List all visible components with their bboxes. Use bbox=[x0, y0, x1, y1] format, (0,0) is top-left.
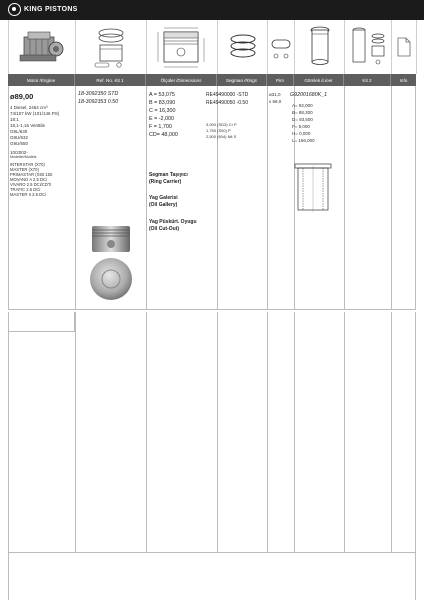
footer-area bbox=[8, 552, 416, 600]
header-engine: Motor /Engine bbox=[8, 74, 75, 86]
piston-dimension-icon bbox=[147, 20, 218, 74]
engine-date: 10/2002- bbox=[10, 150, 28, 155]
oil-cutout-label: (Oil Cut-Out) bbox=[149, 226, 179, 232]
dimension-value: C = 16,300 bbox=[149, 108, 176, 114]
oil-cutout-label: Yag Püskürt. Oyugu bbox=[149, 219, 197, 225]
ring-spec: 3,000 (SD3) Cr P bbox=[206, 122, 237, 127]
column-divider bbox=[344, 312, 345, 552]
engine-model: TRAFIC 2.5 DCi bbox=[10, 187, 41, 192]
header-liner: Gömlek /Liner bbox=[294, 74, 344, 86]
engine-model: MOVANO A 2.5 DCi bbox=[10, 177, 47, 182]
dimension-value: E = -2,000 bbox=[149, 116, 175, 122]
liner-ref[interactable]: G92001680K_1 bbox=[290, 92, 328, 98]
piston-kit-icon bbox=[76, 20, 147, 74]
dimension-value: A = 53,075 bbox=[149, 92, 175, 98]
column-divider bbox=[217, 312, 218, 552]
liner-spec: D= 93,500 bbox=[292, 117, 313, 122]
ring-carrier-label: (Ring Carrier) bbox=[149, 179, 182, 185]
rings-ref[interactable]: RE49490000 -STD bbox=[206, 92, 249, 98]
kit1-ref[interactable]: 18-3092350 STD bbox=[78, 91, 119, 97]
header-info: Info bbox=[399, 77, 408, 83]
header-kit2: Kit 2 bbox=[344, 74, 391, 86]
oil-gallery-label: (Oil Gallery) bbox=[149, 202, 178, 208]
brand-bar bbox=[0, 0, 424, 20]
engine-model: MASTER II 2.5 DCi bbox=[10, 192, 47, 197]
engine-model: PRIMASTAR (X83 150 bbox=[10, 172, 53, 177]
column-divider bbox=[391, 312, 392, 552]
column-header-row bbox=[8, 74, 416, 86]
column-divider bbox=[146, 312, 147, 552]
engine-model: VIVARO 2.5 DCi/CDTi bbox=[10, 182, 52, 187]
liner-icon bbox=[295, 20, 345, 74]
product-row bbox=[8, 86, 416, 310]
dimension-value: F = 1,700 bbox=[149, 124, 172, 130]
column-divider bbox=[344, 86, 345, 310]
column-divider bbox=[267, 86, 268, 310]
header-rings: Segman /Rings bbox=[217, 74, 267, 86]
column-divider bbox=[75, 312, 76, 552]
column-divider bbox=[75, 86, 76, 310]
ring-spec: 2,500 (604) Nit S bbox=[206, 134, 237, 139]
ring-spec: 1,750 (S00) P bbox=[206, 128, 231, 133]
crown-icon bbox=[8, 3, 21, 16]
engine-model: MASTER (X70) bbox=[10, 167, 39, 172]
engine-spec: G9U/632 bbox=[10, 135, 29, 140]
engine-bore: ø89,00 bbox=[10, 92, 34, 101]
oil-gallery-label: Yag Galerisi bbox=[149, 195, 178, 201]
piston-photo bbox=[86, 222, 136, 307]
liner-drawing bbox=[294, 163, 332, 218]
engine-model: INTERSTAR (X70) bbox=[10, 162, 45, 167]
liner-spec: H= 0,000 bbox=[292, 131, 311, 136]
engine-spec: 74/107 kW (101/146 PS) bbox=[10, 111, 60, 116]
liner-spec: L= 166,000 bbox=[292, 138, 315, 143]
engine-icon bbox=[9, 20, 76, 74]
liner-spec: B= 88,300 bbox=[292, 110, 313, 115]
dimension-value: CD= 48,000 bbox=[149, 132, 178, 138]
picture-row bbox=[8, 20, 416, 74]
column-divider bbox=[217, 86, 218, 310]
engine-spec: 18:1 bbox=[10, 117, 19, 122]
column-divider bbox=[391, 86, 392, 310]
kit1-ref[interactable]: 18-3092353 0.50 bbox=[78, 99, 119, 105]
kit2-icon bbox=[345, 20, 392, 74]
empty-cell bbox=[8, 312, 75, 332]
pin-icon bbox=[268, 20, 295, 74]
header-pin: Pim bbox=[267, 74, 294, 86]
column-divider bbox=[294, 312, 295, 552]
engine-spec: G9U/650 bbox=[10, 141, 29, 146]
column-divider bbox=[146, 86, 147, 310]
liner-spec: A= 92,000 bbox=[292, 103, 313, 108]
pin-length: x 68,0 bbox=[269, 99, 282, 104]
header-kit1: Ref. No. Kit 1 bbox=[75, 74, 146, 86]
liner-spec: F= 5,000 bbox=[292, 124, 310, 129]
engine-spec: 18,1-1,16 Venttile bbox=[10, 123, 46, 128]
empty-table-area bbox=[8, 312, 416, 552]
header-dimensions: Ölçüler /Dimensions bbox=[146, 74, 217, 86]
brand-name: KING PISTONS bbox=[24, 6, 78, 13]
engine-spec: G9L/630 bbox=[10, 129, 28, 134]
rings-ref[interactable]: RE49490050 -0.50 bbox=[206, 100, 248, 106]
pin-diameter: ø31,0 bbox=[269, 92, 281, 97]
brand-logo bbox=[8, 3, 78, 16]
dimension-value: B = 83,090 bbox=[149, 100, 176, 106]
column-divider bbox=[415, 86, 416, 310]
rings-icon bbox=[218, 20, 268, 74]
document-icon[interactable] bbox=[392, 20, 417, 74]
ring-carrier-label: Segman Taşıyıcı bbox=[149, 172, 188, 178]
engine-spec: 4 Diesel, 2464 cm³ bbox=[10, 105, 48, 110]
engine-models-label: Modeller/Models bbox=[10, 155, 37, 159]
column-divider bbox=[267, 312, 268, 552]
